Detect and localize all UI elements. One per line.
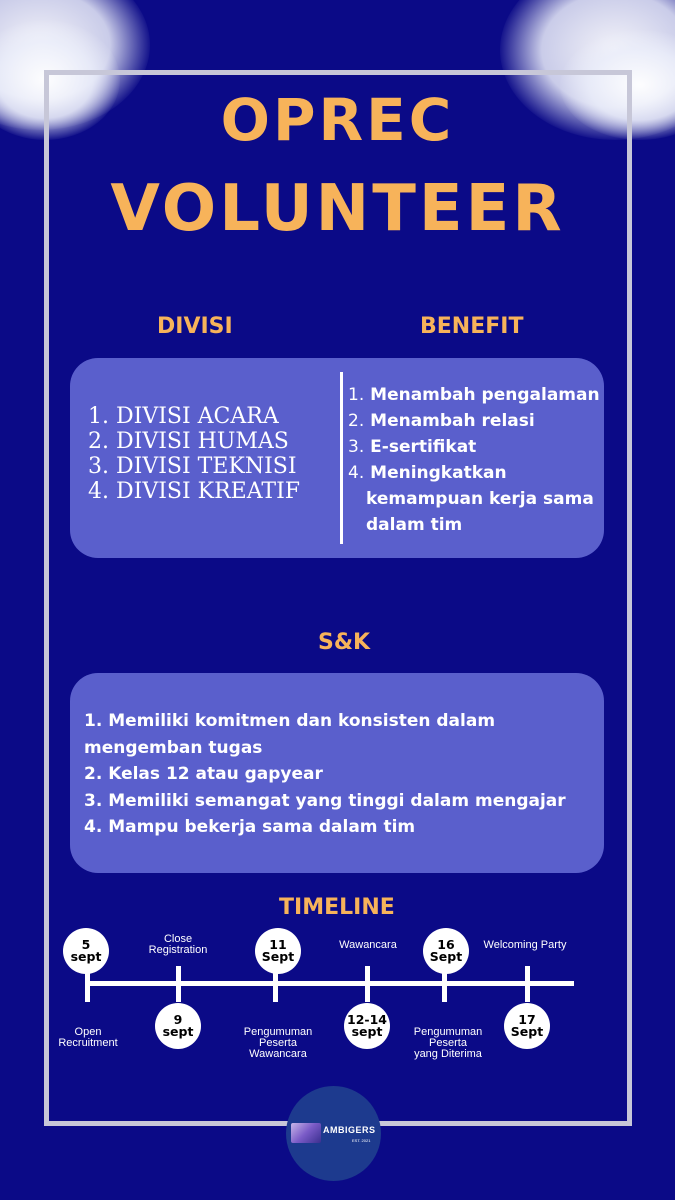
benefit-item xyxy=(348,434,604,460)
date-month: sept xyxy=(70,949,102,964)
logo-image xyxy=(291,1123,321,1143)
logo-name: AMBIGERS xyxy=(323,1125,376,1135)
date-day: 9 xyxy=(173,1012,183,1027)
label-line: Pengumuman xyxy=(243,1026,313,1038)
divisi-item: 2. DIVISI HUMAS xyxy=(88,429,289,454)
sk-heading: S&K xyxy=(318,630,371,655)
timeline-date-circle xyxy=(344,1003,390,1049)
label-line: Wawancara xyxy=(249,1048,307,1060)
date-month: Sept xyxy=(261,949,295,964)
divisi-item: 4. DIVISI KREATIF xyxy=(88,479,301,504)
benefit-text: E-sertifikat xyxy=(364,437,477,457)
benefit-text: Menambah pengalaman xyxy=(364,385,600,405)
benefit-item-continuation: kemampuan kerja sama xyxy=(366,489,594,509)
timeline-date-circle xyxy=(63,928,109,974)
benefit-text: Menambah relasi xyxy=(364,411,535,431)
sk-line: mengemban tugas xyxy=(84,737,263,758)
label-line: Wawancara xyxy=(339,939,397,951)
timeline-label-open-recruitment xyxy=(46,1027,130,1049)
label-line: Close xyxy=(163,933,193,945)
benefit-item xyxy=(348,460,604,486)
label-line: Welcoming Party xyxy=(483,939,567,951)
benefit-number: 4. xyxy=(348,463,365,483)
timeline-date-circle xyxy=(504,1003,550,1049)
label-line: Peserta xyxy=(259,1037,297,1049)
label-line: yang Diterima xyxy=(414,1048,482,1060)
benefit-text: Meningkatkan xyxy=(364,463,507,483)
divisi-heading: DIVISI xyxy=(157,314,233,339)
timeline-bar xyxy=(86,981,574,986)
label-line: Peserta xyxy=(429,1037,467,1049)
benefit-number: 2. xyxy=(348,411,365,431)
divider-line xyxy=(340,372,343,544)
sk-line: 4. Mampu bekerja sama dalam tim xyxy=(84,817,416,837)
label-line: Pengumuman xyxy=(413,1026,483,1038)
timeline-date-circle xyxy=(255,928,301,974)
date-day: 16 xyxy=(437,937,455,952)
title-line-1: OPREC xyxy=(220,86,455,154)
benefit-heading: BENEFIT xyxy=(420,314,524,339)
benefit-number: 1. xyxy=(348,385,365,405)
date-day: 12-14 xyxy=(347,1012,387,1027)
timeline-label-pengumuman-diterima xyxy=(401,1027,495,1060)
benefit-number: 3. xyxy=(348,437,365,457)
timeline-label-wawancara xyxy=(325,940,411,951)
date-day: 17 xyxy=(518,1012,536,1027)
timeline-tick xyxy=(365,966,370,1002)
benefit-item-continuation: dalam tim xyxy=(366,515,463,535)
date-month: sept xyxy=(351,1024,383,1039)
sk-line: 1. Memiliki komitmen dan konsisten dalam xyxy=(84,711,496,731)
benefit-list xyxy=(348,382,604,538)
label-line: Recruitment xyxy=(58,1037,118,1049)
benefit-item xyxy=(348,382,604,408)
date-month: sept xyxy=(162,1024,194,1039)
divisi-item: 1. DIVISI ACARA xyxy=(88,404,279,429)
date-month: Sept xyxy=(510,1024,544,1039)
label-line: Registration xyxy=(148,944,208,956)
timeline-label-welcoming-party xyxy=(472,940,578,951)
label-line: Open xyxy=(74,1026,102,1038)
divisi-list xyxy=(88,404,328,504)
date-day: 5 xyxy=(81,937,91,952)
logo-tagline: EST. 2021 xyxy=(352,1138,371,1143)
timeline-tick xyxy=(525,966,530,1002)
timeline-date-circle xyxy=(155,1003,201,1049)
date-month: Sept xyxy=(429,949,463,964)
date-day: 11 xyxy=(269,937,287,952)
timeline-label-pengumuman-wawancara xyxy=(233,1027,323,1060)
sk-line: 3. Memiliki semangat yang tinggi dalam mengajar xyxy=(84,790,566,811)
timeline-label-close-registration xyxy=(138,934,218,956)
divisi-item: 3. DIVISI TEKNISI xyxy=(88,454,297,479)
sk-list xyxy=(84,708,594,841)
timeline-heading: TIMELINE xyxy=(279,895,395,920)
benefit-item xyxy=(348,408,604,434)
timeline-tick xyxy=(176,966,181,1002)
title-line-2: VOLUNTEER xyxy=(110,172,565,246)
timeline-date-circle xyxy=(423,928,469,974)
sk-line: 2. Kelas 12 atau gapyear xyxy=(84,764,323,784)
